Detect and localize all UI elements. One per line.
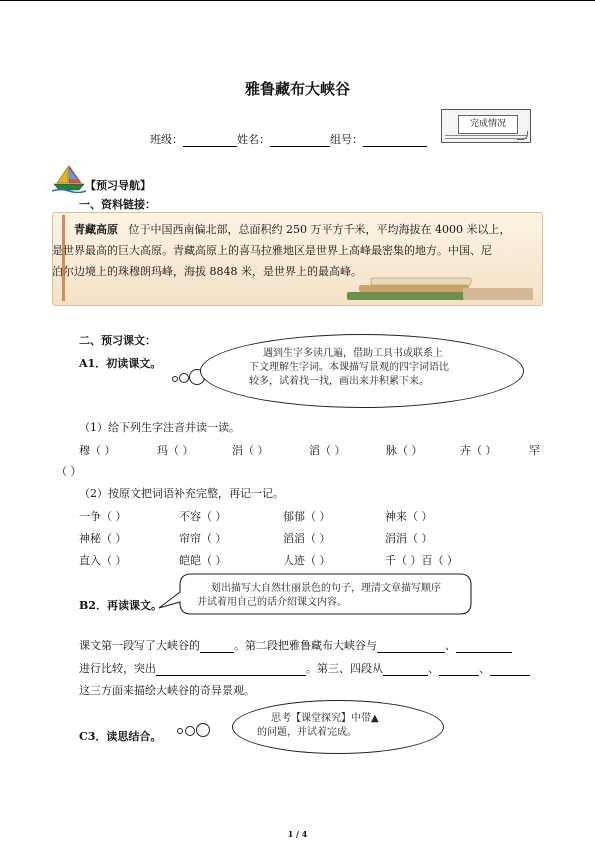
b2-line-2: 进行比较，突出 。第三、四段从 、 、 (79, 660, 530, 676)
stamp-label: 完成情况 (458, 115, 518, 134)
class-blank[interactable] (183, 134, 237, 147)
pinyin-row-cont: （ ） (56, 465, 82, 478)
q1-instruction: （1）给下列生字注音并读一读。 (79, 421, 240, 434)
page-number: 1 / 4 (287, 829, 308, 839)
blank[interactable] (200, 640, 234, 653)
bubble-text-3: 思考【课堂探究】中带▲ 的问题，并试着完成。 (257, 713, 379, 738)
b2-line-3: 这三方面来描绘大峡谷的奇异景观。 (79, 684, 255, 697)
b2-label: B2．再读课文。 (79, 599, 162, 612)
blank[interactable] (439, 663, 479, 676)
thought-dot-small (172, 376, 178, 382)
a1-label: A1．初读课文。 (79, 357, 162, 370)
page-title: 雅鲁藏布大峡谷 (244, 80, 350, 98)
blank[interactable] (383, 663, 428, 676)
info-line-2: 是世界最高的巨大高原。青藏高原上的喜马拉雅地区是世界上高峰最密集的地方。中国、尼 (52, 244, 492, 257)
b2-line-1: 课文第一段写了大峡谷的 。第二段把雅鲁藏布大峡谷与 、 (79, 637, 512, 653)
c3-label: C3．读思结合。 (79, 730, 162, 743)
bubble-text-1: 遇到生字多读几遍，借助工具书或联系上 下文理解生字词。本课描写景观的四字词语比 较多，试着找一找，画出来并积累下来。 (249, 348, 449, 387)
top-border (0, 0, 595, 1)
blank[interactable] (377, 640, 445, 653)
section2-heading: 二、预习课文： (79, 334, 156, 347)
q2-instruction: （2）按原文把词语补充完整，再记一记。 (79, 487, 284, 500)
thought-dot-large (196, 723, 210, 737)
thought-dot-medium (179, 373, 189, 383)
section1-heading: 一、资料链接： (79, 198, 156, 211)
blank[interactable] (156, 663, 306, 676)
sailboat-icon (52, 165, 86, 193)
name-blank[interactable] (270, 134, 330, 147)
blank[interactable] (456, 640, 512, 653)
thought-dot-small (177, 728, 183, 734)
info-paragraph (52, 219, 542, 282)
info-line-3: 泊尔边境上的珠穆朗玛峰，海拔 8848 米，是世界上的最高峰。 (52, 265, 362, 278)
thought-dot-medium (185, 726, 195, 736)
blank[interactable] (490, 663, 530, 676)
info-lead: 青藏高原 (74, 223, 118, 236)
info-line-1: 位于中国西南偏北部，总面积约 250 万平方千米，平均海拔在 4000 米以上， (128, 223, 511, 236)
bubble-text-2: 划出描写大自然壮丽景色的句子，理清文章描写顺序 并试着用自己的话介绍课文内容。 (197, 583, 441, 608)
name-label: 姓名： (237, 133, 270, 146)
class-info-line (150, 131, 427, 147)
class-label: 班级： (150, 133, 183, 146)
group-label: 组号： (330, 133, 363, 146)
completion-stamp (441, 109, 531, 143)
preview-heading: 【预习导航】 (85, 179, 151, 192)
group-blank[interactable] (363, 134, 427, 147)
